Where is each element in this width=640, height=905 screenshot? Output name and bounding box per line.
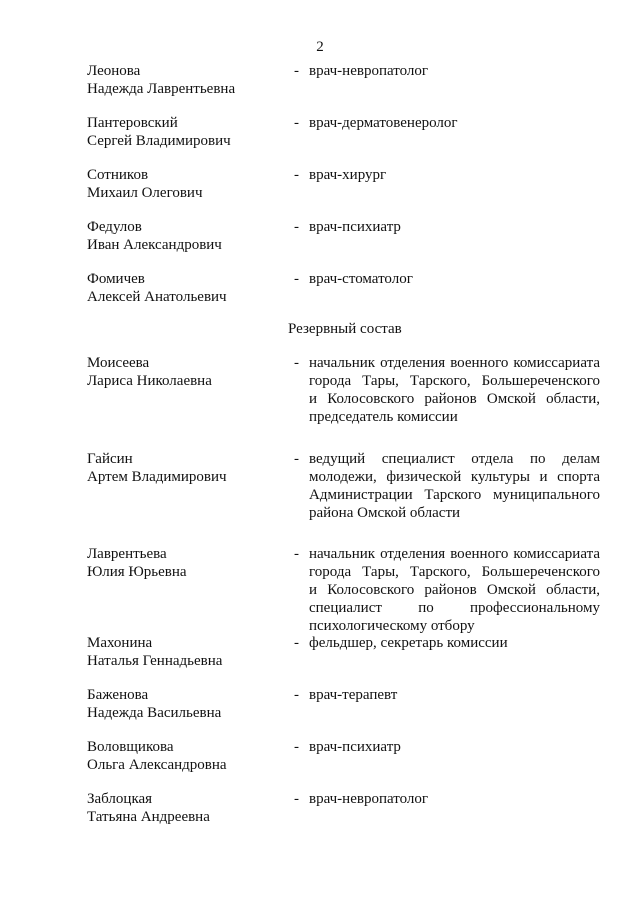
member-role — [309, 450, 600, 522]
role-line: начальник отделения военного комиссариата — [309, 355, 600, 371]
role-dash: - — [294, 63, 299, 79]
role-line: врач-невропатолог — [309, 63, 429, 79]
member-surname: Воловщикова — [87, 739, 174, 755]
role-line: города Тары, Тарского, Большереченского — [309, 373, 600, 389]
member-name — [87, 450, 287, 486]
member-surname: Лаврентьева — [87, 546, 167, 562]
member-role — [309, 218, 600, 236]
role-line: врач-дерматовенеролог — [309, 115, 458, 131]
member-given-names: Сергей Владимирович — [87, 133, 231, 149]
role-dash: - — [294, 451, 299, 467]
member-given-names: Ольга Александровна — [87, 757, 227, 773]
member-role — [309, 738, 600, 756]
role-line: врач-терапевт — [309, 687, 398, 703]
role-dash: - — [294, 791, 299, 807]
role-dash: - — [294, 739, 299, 755]
member-given-names: Иван Александрович — [87, 237, 222, 253]
member-role — [309, 166, 600, 184]
member-name — [87, 354, 287, 390]
role-dash: - — [294, 687, 299, 703]
role-line: врач-невропатолог — [309, 791, 429, 807]
member-name — [87, 114, 287, 150]
member-surname: Гайсин — [87, 451, 133, 467]
section-title-reserve: Резервный состав — [288, 321, 402, 337]
member-name — [87, 634, 287, 670]
member-surname: Махонина — [87, 635, 153, 651]
role-line: врач-хирург — [309, 167, 387, 183]
member-surname: Моисеева — [87, 355, 150, 371]
role-line: психологическому отбору — [309, 618, 475, 634]
member-surname: Пантеровский — [87, 115, 178, 131]
member-surname: Сотников — [87, 167, 149, 183]
member-given-names: Михаил Олегович — [87, 185, 203, 201]
role-dash: - — [294, 115, 299, 131]
member-given-names: Алексей Анатольевич — [87, 289, 227, 305]
member-name — [87, 545, 287, 581]
member-given-names: Юлия Юрьевна — [87, 564, 187, 580]
role-line: района Омской области — [309, 505, 461, 521]
role-dash: - — [294, 167, 299, 183]
member-role — [309, 270, 600, 288]
member-surname: Федулов — [87, 219, 142, 235]
role-line: Администрации Тарского муниципального — [309, 487, 600, 503]
member-name — [87, 270, 287, 306]
member-name — [87, 166, 287, 202]
role-line: врач-стоматолог — [309, 271, 413, 287]
member-name — [87, 686, 287, 722]
role-line: ведущий специалист отдела по делам — [309, 451, 600, 467]
member-name — [87, 218, 287, 254]
role-dash: - — [294, 546, 299, 562]
role-line: начальник отделения военного комиссариата — [309, 546, 600, 562]
member-role — [309, 545, 600, 635]
member-role — [309, 634, 600, 652]
role-line: и Колосовского районов Омской области, — [309, 582, 600, 598]
member-role — [309, 62, 600, 80]
member-given-names: Лариса Николаевна — [87, 373, 212, 389]
member-surname: Заблоцкая — [87, 791, 153, 807]
member-surname: Леонова — [87, 63, 141, 79]
role-dash: - — [294, 355, 299, 371]
member-given-names: Надежда Васильевна — [87, 705, 222, 721]
member-name — [87, 62, 287, 98]
role-line: врач-психиатр — [309, 219, 401, 235]
member-surname: Баженова — [87, 687, 149, 703]
role-line: председатель комиссии — [309, 409, 458, 425]
role-line: врач-психиатр — [309, 739, 401, 755]
role-line: молодежи, физической культуры и спорта — [309, 469, 600, 485]
role-dash: - — [294, 219, 299, 235]
member-name — [87, 738, 287, 774]
member-given-names: Татьяна Андреевна — [87, 809, 210, 825]
member-surname: Фомичев — [87, 271, 145, 287]
page-number: 2 — [316, 39, 324, 55]
member-given-names: Надежда Лаврентьевна — [87, 81, 236, 97]
role-dash: - — [294, 271, 299, 287]
role-line: фельдшер, секретарь комиссии — [309, 635, 508, 651]
role-line: специалист по профессиональному — [309, 600, 600, 616]
member-role — [309, 114, 600, 132]
member-given-names: Наталья Геннадьевна — [87, 653, 223, 669]
member-role — [309, 790, 600, 808]
member-role — [309, 686, 600, 704]
role-line: города Тары, Тарского, Большереченского — [309, 564, 600, 580]
role-line: и Колосовского районов Омской области, — [309, 391, 600, 407]
role-dash: - — [294, 635, 299, 651]
member-role — [309, 354, 600, 426]
member-given-names: Артем Владимирович — [87, 469, 227, 485]
member-name — [87, 790, 287, 826]
